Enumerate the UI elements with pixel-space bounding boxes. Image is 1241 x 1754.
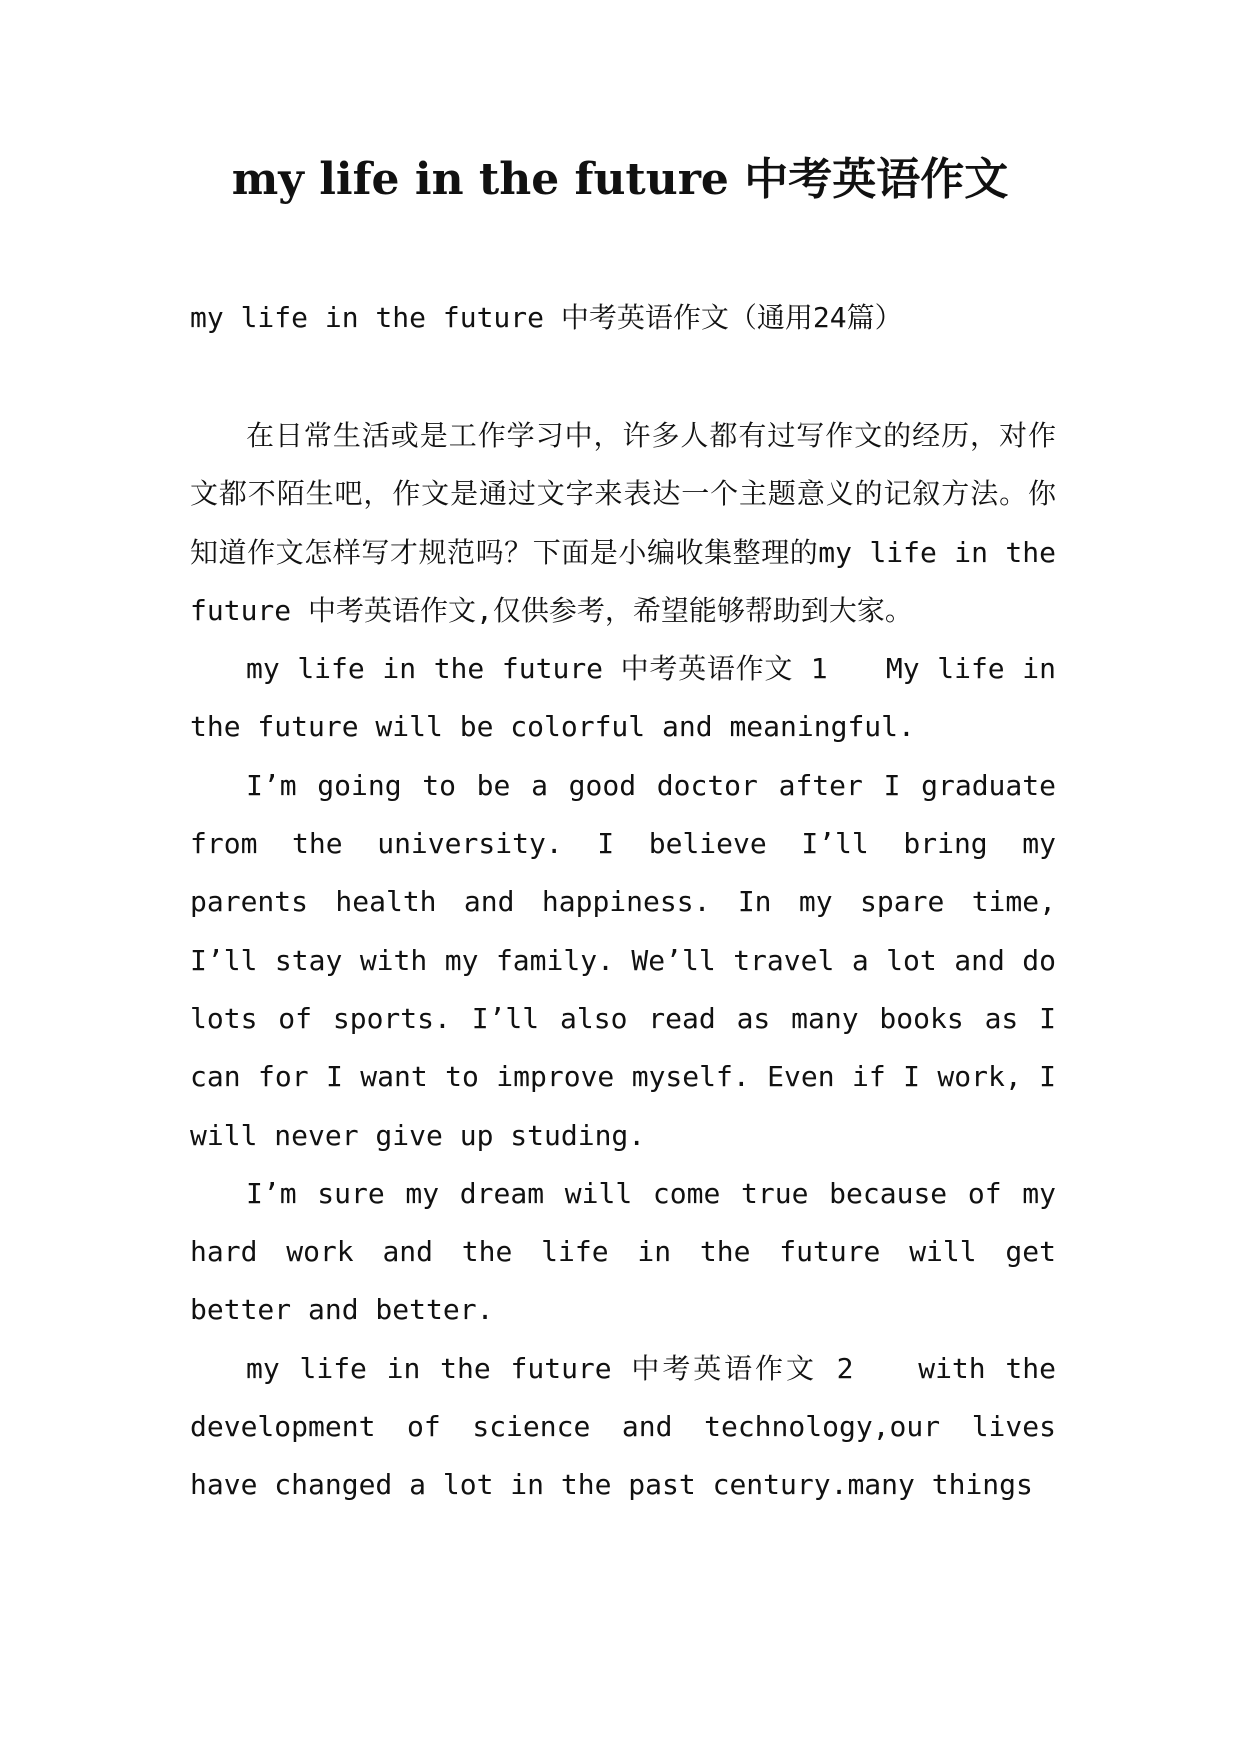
- paragraph-intro: 在日常生活或是工作学习中，许多人都有过写作文的经历，对作文都不陌生吧，作文是通过文字来表达一个主题意义的记叙方法。你知道作文怎样写才规范吗？下面是小编收集整理的my life in the future 中考英语作文,仅供参考，希望能够帮助到大家。: [190, 419, 1056, 627]
- document-body: [190, 407, 1056, 1515]
- paragraph-essay-2-heading: my life in the future 中考英语作文 2 with the development of science and technology,our lives have changed a lot in the past century.many things: [190, 1351, 1056, 1502]
- paragraph-essay-1-body: I’m going to be a good doctor after I graduate from the university. I believe I’ll bring my parents health and happiness. In my spare time, I’ll stay with my family. We’ll travel a lot and do lots of sports. I’ll also read as many books as I can for I want to improve myself. Even if I work, I will never give up studing.: [190, 768, 1056, 1152]
- document-subtitle: my life in the future 中考英语作文（通用24篇）: [190, 301, 903, 334]
- paragraph-essay-1-heading: my life in the future 中考英语作文 1 My life in the future will be colorful and meaningful.: [190, 652, 1056, 744]
- document-title: my life in the future 中考英语作文: [231, 154, 1009, 205]
- paragraph-essay-1-conclusion: I’m sure my dream will come true because of my hard work and the life in the future will get better and better.: [190, 1176, 1056, 1327]
